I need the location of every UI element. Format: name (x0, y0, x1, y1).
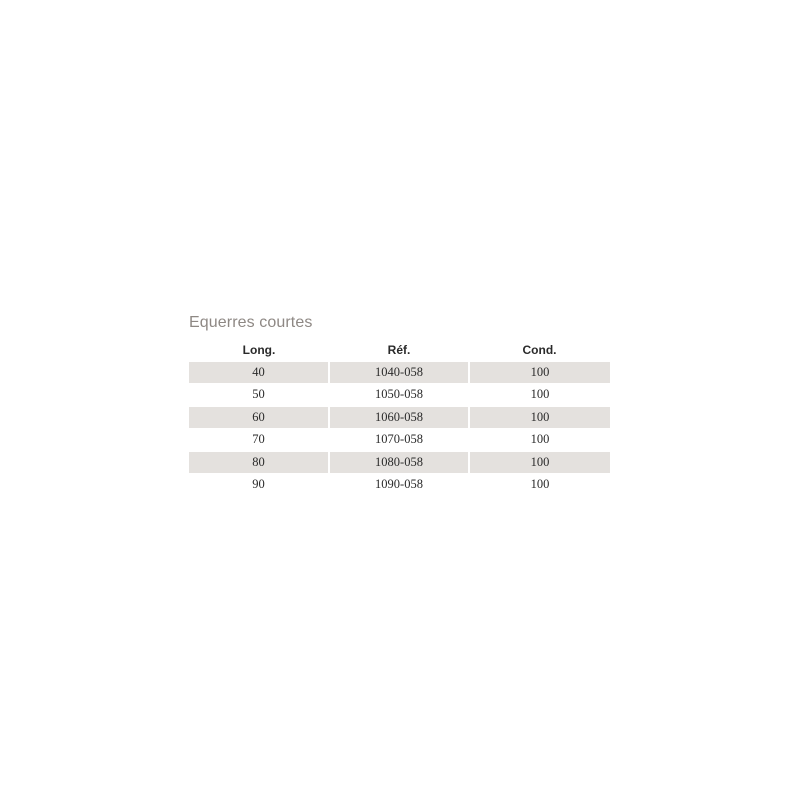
table-row (189, 429, 610, 451)
cell-length: 60 (189, 406, 329, 428)
cell-packaging: 100 (469, 384, 610, 406)
cell-packaging: 100 (469, 474, 610, 496)
cell-reference: 1040-058 (329, 362, 469, 384)
cell-reference: 1070-058 (329, 429, 469, 451)
cell-packaging: 100 (469, 362, 610, 384)
table-row (189, 384, 610, 406)
cell-reference: 1090-058 (329, 474, 469, 496)
table-row (189, 451, 610, 473)
cell-packaging: 100 (469, 451, 610, 473)
product-table (189, 339, 610, 495)
cell-packaging: 100 (469, 406, 610, 428)
cell-length: 90 (252, 477, 265, 492)
table-header-row (189, 339, 610, 362)
cell-reference: 1050-058 (329, 384, 469, 406)
cell-reference: 1080-058 (329, 451, 469, 473)
header-length: Long. (242, 343, 276, 357)
table-title: Equerres courtes (189, 314, 313, 331)
header-packaging: Cond. (522, 343, 557, 357)
product-table-block (189, 311, 610, 495)
table-row (189, 406, 610, 428)
cell-packaging: 100 (469, 429, 610, 451)
table-row (189, 362, 610, 384)
table-row (189, 474, 610, 496)
cell-reference: 1060-058 (329, 406, 469, 428)
header-reference: Réf. (387, 343, 411, 357)
cell-length: 70 (252, 432, 265, 447)
cell-length: 50 (252, 387, 265, 402)
cell-length: 40 (189, 362, 329, 384)
cell-length: 80 (189, 451, 329, 473)
